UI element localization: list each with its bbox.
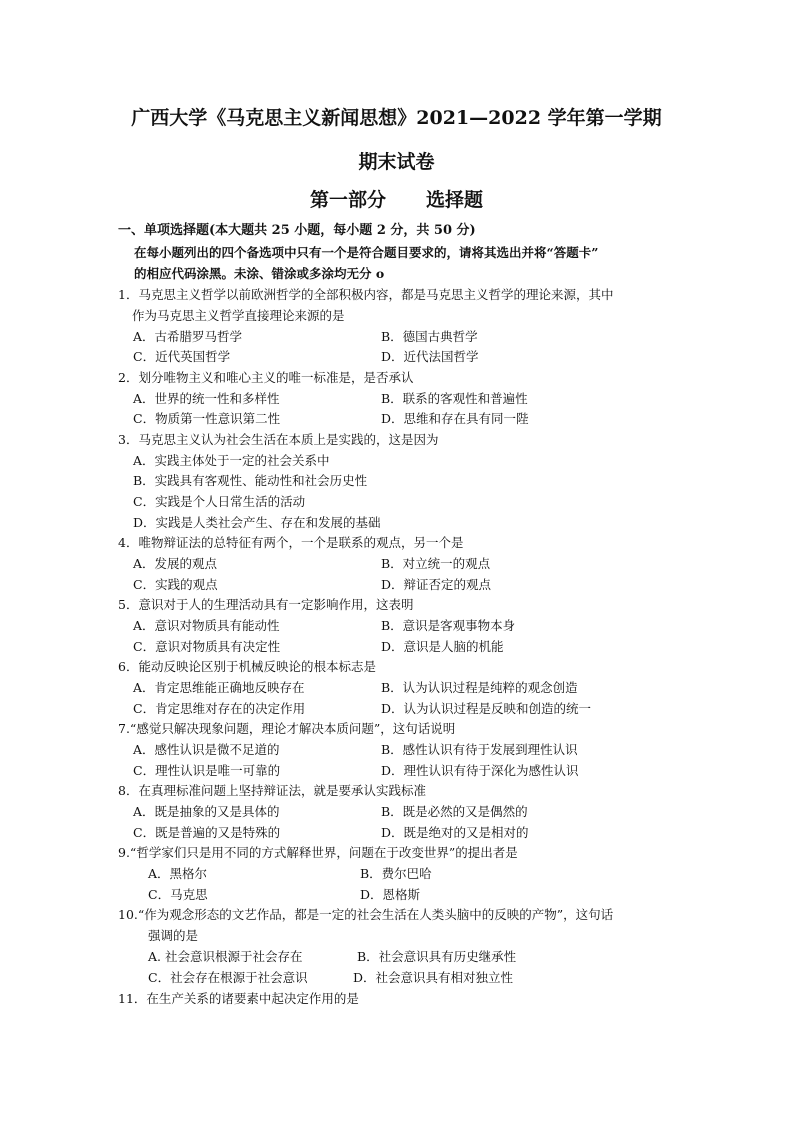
option-a: A．意识对物质具有能动性	[133, 618, 280, 633]
option-d: D．近代法国哲学	[381, 349, 479, 364]
section-instruction	[134, 242, 694, 284]
exam-title-line2: 期末试卷	[358, 151, 435, 173]
option-c: C．既是普遍的又是特殊的	[133, 825, 281, 840]
option-a: A．发展的观点	[133, 556, 218, 571]
question-stem: 6．能动反映论区别于机械反映论的根本标志是	[118, 659, 376, 674]
option-c: C．实践是个人日常生活的活动	[133, 494, 306, 509]
question-stem: 1．马克思主义哲学以前欧洲哲学的全部积极内容，都是马克思主义哲学的理论来源，其中	[118, 287, 614, 302]
option-b: B．德国古典哲学	[381, 329, 478, 344]
option-d: D．意识是人脑的机能	[381, 639, 504, 654]
question-stem: 8．在真理标准问题上坚持辩证法，就是要承认实践标准	[118, 783, 426, 798]
option-c: C．意识对物质具有决定性	[133, 639, 281, 654]
option-c: C．理性认识是唯一可靠的	[133, 763, 281, 778]
option-a: A．古希腊罗马哲学	[133, 329, 243, 344]
question-stem: 4．唯物辩证法的总特征有两个，一个是联系的观点，另一个是	[118, 535, 464, 550]
option-c: C．马克思	[148, 887, 208, 902]
option-b: B．对立统一的观点	[381, 556, 491, 571]
option-b: B．实践具有客观性、能动性和社会历史性	[133, 473, 368, 488]
option-a: A．肯定思维能正确地反映存在	[133, 680, 305, 695]
instruction-line: 在每小题列出的四个备选项中只有一个是符合题目要求的，请将其选出并将“答题卡”	[134, 245, 599, 260]
option-a: A. 社会意识根源于社会存在	[148, 949, 303, 964]
option-c: C．物质第一性意识第二性	[133, 411, 281, 426]
option-c: C．社会存在根源于社会意识	[148, 970, 308, 985]
exam-title-line1: 广西大学《马克思主义新闻思想》2021—2022 学年第一学期	[131, 107, 662, 129]
option-d: D．社会意识具有相对独立性	[353, 970, 514, 985]
question-stem: 3．马克思主义认为社会生活在本质上是实践的，这是因为	[118, 432, 439, 447]
option-b: B．意识是客观事物本身	[381, 618, 516, 633]
question-stem-continued: 作为马克思主义哲学直接理论来源的是	[132, 308, 345, 323]
option-d: D．既是绝对的又是相对的	[381, 825, 529, 840]
option-a: A．黑格尔	[148, 866, 208, 881]
option-b: B．认为认识过程是纯粹的观念创造	[381, 680, 578, 695]
option-d: D．辩证否定的观点	[381, 577, 492, 592]
question-stem-continued: 强调的是	[148, 928, 199, 943]
option-a: A．感性认识是微不足道的	[133, 742, 280, 757]
section-heading: 一、单项选择题(本大题共 25 小题，每小题 2 分，共 50 分)	[118, 223, 476, 238]
question-stem: 7.“感觉只解决现象问题，理论才解决本质问题”，这句话说明	[118, 721, 456, 736]
option-c: C．近代英国哲学	[133, 349, 231, 364]
option-b: B．社会意识具有历史继承性	[357, 949, 517, 964]
part-name: 选择题	[426, 189, 484, 211]
option-a: A．实践主体处于一定的社会关系中	[133, 453, 330, 468]
instruction-line: 的相应代码涂黑。未涂、错涂或多涂均无分 o	[134, 266, 385, 281]
option-b: B．费尔巴哈	[360, 866, 432, 881]
option-d: D．理性认识有待于深化为感性认识	[381, 763, 579, 778]
option-d: D．实践是人类社会产生、存在和发展的基础	[133, 515, 381, 530]
question-stem: 9.“哲学家们只是用不同的方式解释世界，问题在于改变世界”的提出者是	[118, 845, 518, 860]
option-b: B．联系的客观性和普遍性	[381, 391, 528, 406]
question-stem: 2．划分唯物主义和唯心主义的唯一标准是，是否承认	[118, 370, 414, 385]
question-stem: 11．在生产关系的诸要素中起决定作用的是	[118, 991, 359, 1006]
option-d: D．思维和存在具有同一陛	[381, 411, 529, 426]
part-heading	[0, 188, 793, 212]
question-stem: 10.“作为观念形态的文艺作品，都是一定的社会生活在人类头脑中的反映的产物”，这句话	[118, 907, 614, 922]
option-d: D．恩格斯	[360, 887, 421, 902]
option-c: C．肯定思维对存在的决定作用	[133, 701, 306, 716]
option-c: C．实践的观点	[133, 577, 218, 592]
option-a: A．既是抽象的又是具体的	[133, 804, 280, 819]
option-a: A．世界的统一性和多样性	[133, 391, 280, 406]
option-d: D．认为认识过程是反映和创造的统一	[381, 701, 592, 716]
part-label: 第一部分	[309, 189, 386, 211]
option-b: B．感性认识有待于发展到理性认识	[381, 742, 578, 757]
option-b: B．既是必然的又是偶然的	[381, 804, 528, 819]
question-stem: 5．意识对于人的生理活动具有一定影响作用，这表明	[118, 597, 414, 612]
